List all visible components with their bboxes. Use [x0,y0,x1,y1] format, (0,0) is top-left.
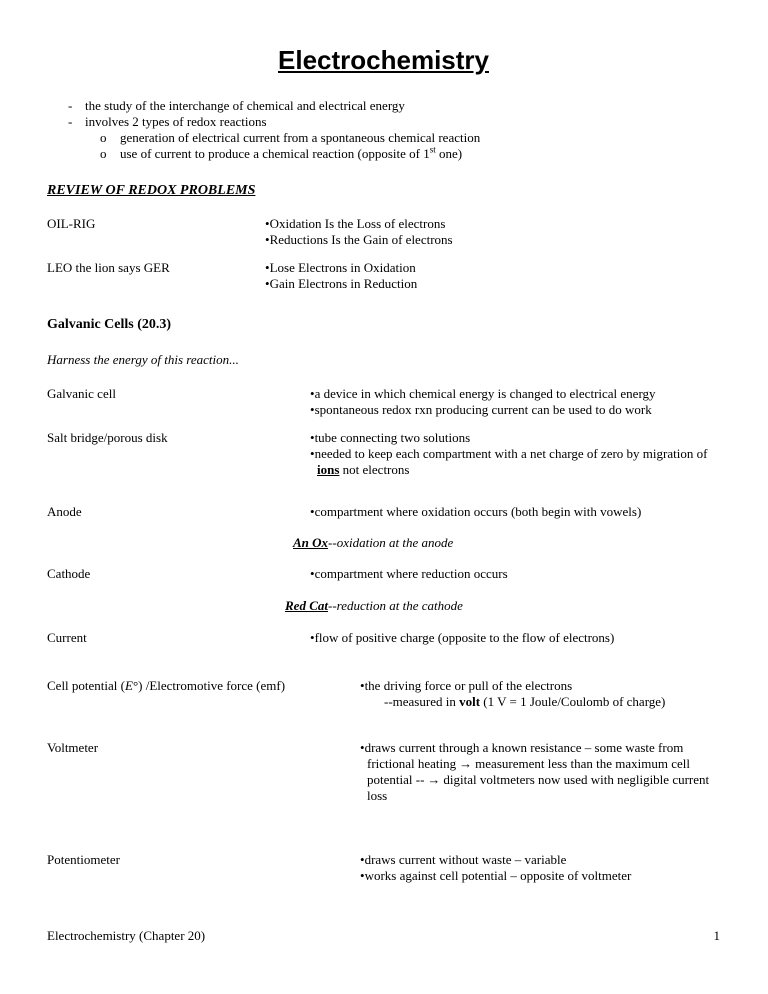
bullets-oilrig [265,216,720,248]
bullet-line [265,216,720,232]
term-galvanic-cell: Galvanic cell [47,386,116,401]
bullets-cell-potential [360,678,720,710]
annotation-lead: Red Cat [285,598,328,613]
intro-item-text: involves 2 types of redox reactions [85,114,267,129]
emf-symbol: E [124,678,133,693]
ordinal-superscript: st [429,144,436,155]
definition-row-galvanic-cell [47,386,720,418]
bullet-line [310,566,720,582]
subitem-text-pre: use of current to produce a chemical reaction (opposite of 1 [120,146,430,161]
term-salt-bridge: Salt bridge/porous disk [47,430,168,445]
bullet-text: Gain Electrons in Reduction [269,276,418,291]
circle-marker: o [100,130,107,145]
section-heading-review: REVIEW OF REDOX PROBLEMS [47,183,256,198]
bullet-line [265,276,720,292]
bullet-marker: • [360,678,365,693]
bullet-marker: • [310,630,315,645]
galvanic-intro-line: Harness the energy of this reaction... [47,352,239,367]
bullet-text: tube connecting two solutions [314,430,471,445]
definition-row-anode [47,504,720,520]
definition-row-salt-bridge [47,430,720,478]
annotation-an-ox [293,535,720,551]
cont-text-pre: --measured in [384,694,460,709]
intro-list [47,98,720,162]
bullet-line [360,678,720,694]
bullet-marker: • [310,430,315,445]
bullet-text: Lose Electrons in Oxidation [269,260,416,275]
annotation-rest: --oxidation at the anode [328,535,454,550]
definition-row-cell-potential [47,678,720,710]
bullet-line [310,446,720,478]
bullet-line [310,386,720,402]
footer [47,928,720,944]
right-arrow-icon: → [427,772,441,787]
voltmeter-text-2: measurement less than the maximum cell potential -- [367,756,690,787]
bullet-line [265,260,720,276]
bullets-galvanic-cell [310,386,720,418]
bullet-line [310,402,720,418]
term-cell-potential [47,678,360,710]
term-text-post: °) /Electromotive force (emf) [132,678,286,693]
section-heading-galvanic: Galvanic Cells (20.3) [47,317,172,332]
definition-row-cathode [47,566,720,582]
bullet-text: Oxidation Is the Loss of electrons [269,216,446,231]
term-potentiometer: Potentiometer [47,852,120,867]
bullet-line [310,430,720,446]
bullet-marker: • [310,446,315,461]
page-number: 1 [713,928,720,943]
intro-subitem-text: generation of electrical current from a spontaneous chemical reaction [120,130,481,145]
bullet-text-post: not electrons [339,462,410,477]
voltmeter-text-1: draws current through a known resistance – some waste from frictional heating [364,740,684,771]
right-arrow-icon: → [459,756,473,771]
intro-item-1 [68,98,720,114]
bullet-marker: • [310,504,315,519]
bullets-salt-bridge [310,430,720,478]
bullet-marker: • [265,216,270,231]
bullet-marker: • [360,740,365,755]
bullet-text: compartment where reduction occurs [314,566,508,581]
bullet-marker: • [265,260,270,275]
bullet-marker: • [310,386,315,401]
bullet-text [365,740,710,803]
cont-text-post: (1 V = 1 Joule/Coulomb of charge) [480,694,666,709]
voltmeter-text-3: digital voltmeters now used with negligible current loss [367,772,710,803]
intro-item-text: the study of the interchange of chemical and electrical energy [85,98,405,113]
bullet-line [360,740,720,804]
dash-marker: - [68,114,73,129]
bullet-text: draws current without waste – variable [364,852,567,867]
bullets-anode [310,504,720,520]
bullet-line [360,852,720,868]
bullet-text: a device in which chemical energy is changed to electrical energy [314,386,656,401]
term-anode: Anode [47,504,82,519]
bullet-text [315,446,708,477]
term-cathode: Cathode [47,566,91,581]
bullets-cathode [310,566,720,582]
bullet-line [310,504,720,520]
annotation-rest: --reduction at the cathode [327,598,463,613]
bullets-current [310,630,720,646]
circle-marker: o [100,146,107,161]
subitem-text-post: one) [435,146,463,161]
bullet-line [265,232,720,248]
bullet-text: works against cell potential – opposite of voltmeter [364,868,632,883]
bullet-text-pre: needed to keep each compartment with a net charge of zero by migration of [314,446,708,461]
term-oilrig: OIL-RIG [47,216,96,231]
bullet-marker: • [360,868,365,883]
bullet-text: compartment where oxidation occurs (both begin with vowels) [314,504,642,519]
definition-row-leo [47,260,720,292]
bullet-text: flow of positive charge (opposite to the flow of electrons) [314,630,615,645]
emphasized-word-volt: volt [459,694,481,709]
definition-row-voltmeter [47,740,720,804]
bullet-text: Reductions Is the Gain of electrons [269,232,453,247]
bullet-text: the driving force or pull of the electrons [364,678,573,693]
bullet-line [310,630,720,646]
bullet-marker: • [265,276,270,291]
intro-subitem-1 [100,130,720,146]
page-title: Electrochemistry [278,45,489,75]
definition-row-current [47,630,720,646]
annotation-red-cat [285,598,720,614]
definition-row-potentiometer [47,852,720,884]
term-leo: LEO the lion says GER [47,260,170,275]
emphasized-word-ions: ions [317,462,340,477]
intro-item-2 [68,114,720,130]
bullet-marker: • [360,852,365,867]
term-current: Current [47,630,87,645]
term-voltmeter: Voltmeter [47,740,99,755]
footer-title: Electrochemistry (Chapter 20) [47,928,206,943]
bullet-marker: • [265,232,270,247]
bullets-leo [265,260,720,292]
intro-subitem-text [120,146,462,161]
bullet-text: spontaneous redox rxn producing current can be used to do work [314,402,652,417]
continuation-line [360,694,720,710]
bullet-marker: • [310,566,315,581]
dash-marker: - [68,98,73,113]
bullet-line [360,868,720,884]
definition-row-oilrig [47,216,720,248]
bullet-marker: • [310,402,315,417]
intro-subitem-2 [100,146,720,162]
bullets-voltmeter [360,740,720,804]
annotation-lead: An Ox [293,535,329,550]
term-text-pre: Cell potential ( [47,678,125,693]
bullets-potentiometer [360,852,720,884]
